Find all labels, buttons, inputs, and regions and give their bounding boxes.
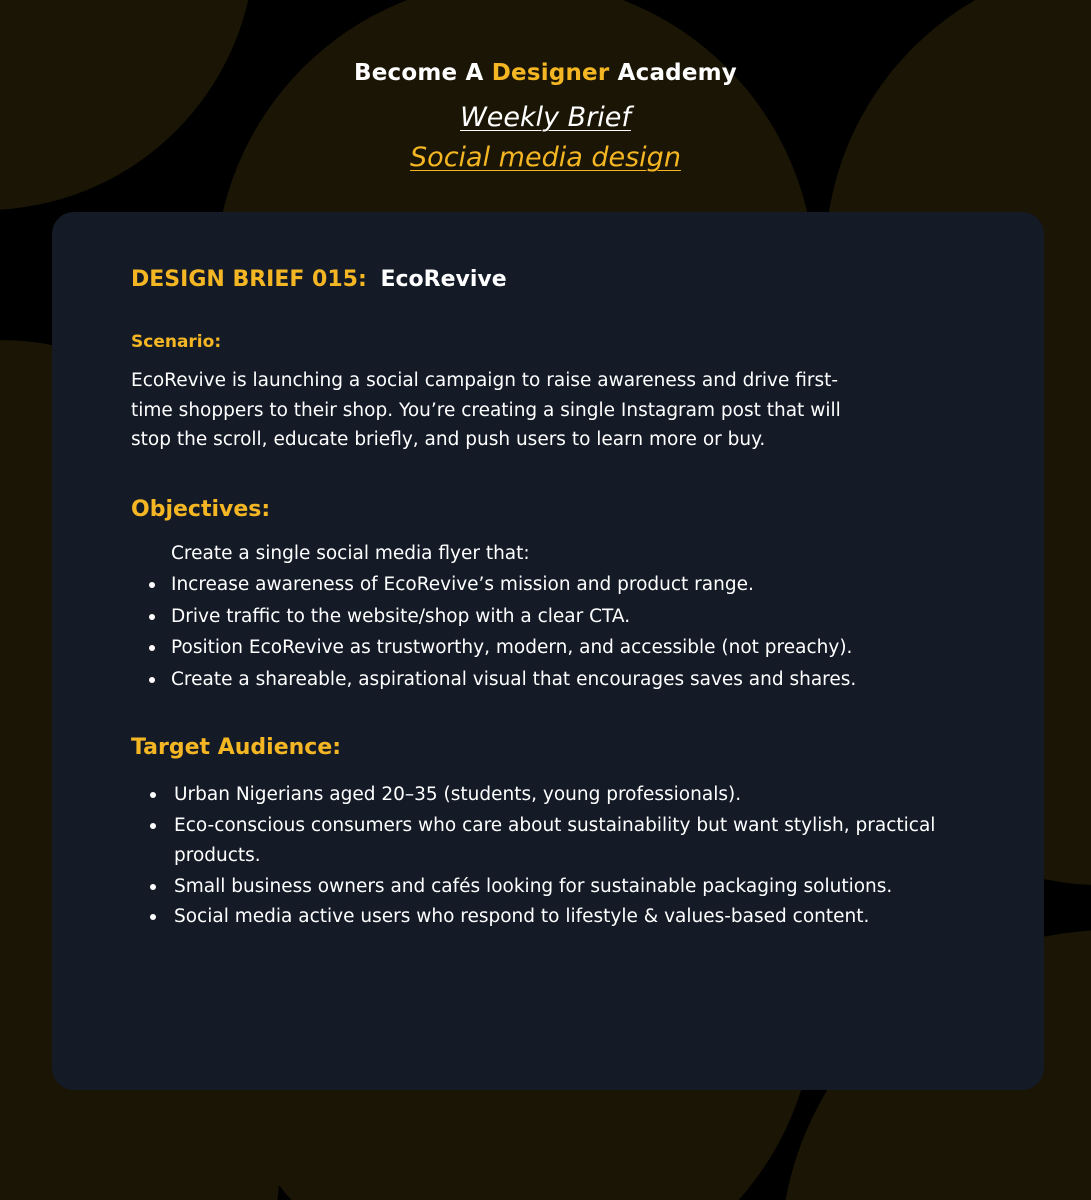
scenario-text: EcoRevive is launching a social campaign to raise awareness and drive first-time shoppers to their shop. You’re creating a single Instagram post that will stop the scroll, educate briefly, and push users to learn more or buy. — [131, 370, 841, 450]
academy-title-prefix: Become A — [353, 60, 484, 86]
brief-code: DESIGN BRIEF 015: — [131, 267, 367, 292]
bullet-icon — [150, 884, 156, 890]
list-item-text: Eco-conscious consumers who care about sustainability but want stylish, practical products. — [174, 814, 936, 866]
list-item-text: Position EcoRevive as trustworthy, modern, and accessible (not preachy). — [171, 637, 853, 658]
page-header — [0, 60, 1091, 178]
bullet-icon — [149, 582, 155, 588]
brief-card — [52, 212, 1044, 1090]
list-item — [131, 902, 971, 933]
academy-title-suffix: Academy — [617, 60, 738, 86]
academy-title — [0, 60, 1091, 86]
brief-type: Weekly Brief — [460, 102, 631, 133]
bullet-icon — [149, 677, 155, 683]
brief-topic: Social media design — [410, 142, 681, 173]
audience-list — [131, 780, 971, 933]
list-item-text: Social media active users who respond to lifestyle & values-based content. — [174, 906, 870, 927]
bullet-icon — [150, 792, 156, 798]
bullet-icon — [149, 614, 155, 620]
brief-name: EcoRevive — [380, 267, 507, 292]
list-item-text: Small business owners and cafés looking for sustainable packaging solutions. — [174, 875, 893, 897]
academy-title-accent: Designer — [491, 60, 610, 86]
list-item — [131, 780, 971, 811]
list-item — [131, 664, 971, 696]
brief-title — [131, 267, 971, 292]
objectives-label: Objectives: — [131, 496, 271, 522]
list-item — [131, 632, 971, 664]
bullet-icon — [150, 914, 156, 920]
list-item-text: Increase awareness of EcoRevive’s mission and product range. — [171, 574, 754, 595]
list-item-text: Create a shareable, aspirational visual that encourages saves and shares. — [171, 668, 857, 690]
bullet-icon — [149, 645, 155, 651]
list-item — [131, 872, 971, 903]
list-item-text: Drive traffic to the website/shop with a clear CTA. — [171, 605, 631, 627]
objectives-list — [131, 569, 971, 695]
list-item — [131, 601, 971, 633]
list-item-text: Urban Nigerians aged 20–35 (students, young professionals). — [174, 784, 742, 805]
brief-content — [131, 267, 971, 933]
bullet-icon — [150, 823, 156, 829]
list-item — [131, 569, 971, 601]
objectives-intro: Create a single social media flyer that: — [171, 542, 530, 564]
list-item — [131, 811, 971, 872]
audience-label: Target Audience: — [131, 735, 342, 760]
scenario-label: Scenario: — [131, 332, 222, 352]
